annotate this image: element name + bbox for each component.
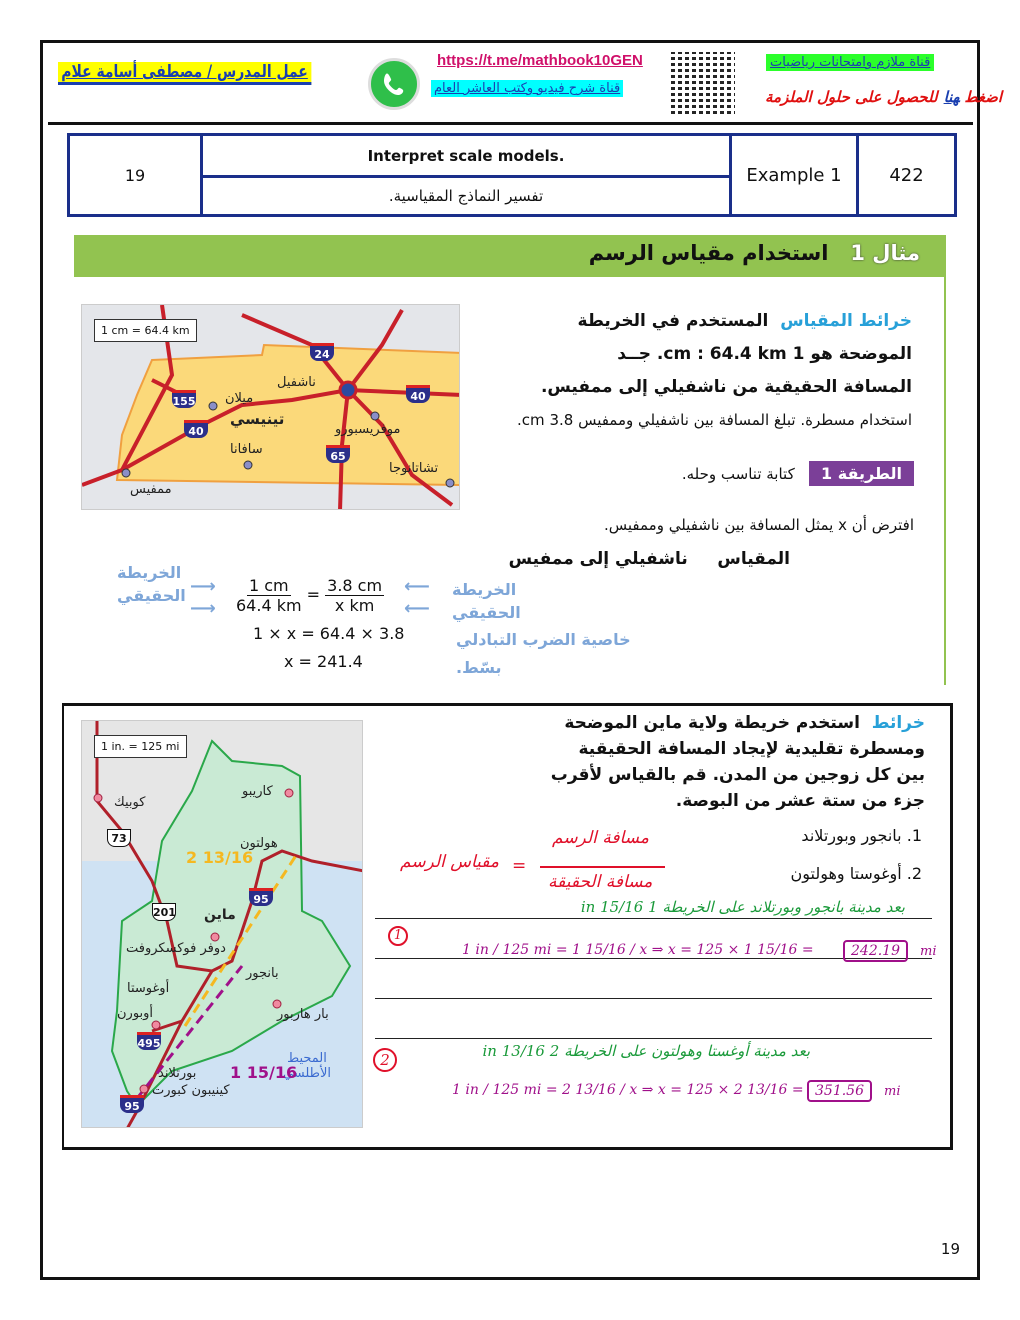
measure-augusta-houlton: 2 13/16 — [186, 848, 254, 867]
hw-real-distance: مسافة الحقيقة — [548, 872, 653, 892]
measure-bangor-portland: 1 15/16 — [230, 1063, 298, 1082]
example-number: مثال 1 — [850, 241, 920, 265]
whatsapp-icon[interactable] — [368, 58, 420, 110]
route-155: 155 — [172, 390, 196, 408]
hw-fraction-bar — [540, 866, 665, 868]
header-divider — [48, 122, 973, 125]
maine-map — [81, 720, 363, 1128]
hw-equals: = — [512, 856, 527, 876]
label-right-map: الخريطة — [452, 580, 517, 599]
video-channel-link[interactable]: قناة شرح فيديو وكتب العاشر العام — [431, 80, 623, 97]
problem-line3: المسافة الحقيقية من ناشفيلي إلى ممفيس. — [540, 377, 912, 397]
tennessee-map — [81, 304, 460, 510]
city-auburn: أوبورن — [117, 1006, 154, 1021]
answer-line — [375, 918, 932, 919]
method-row — [682, 464, 914, 483]
cross-multiply-eq: 1 × x = 64.4 × 3.8 — [253, 624, 405, 643]
hw-unit-1: mi — [920, 944, 937, 959]
hw-equation-1: 1 in / 125 mi = 1 15/16 / x ⇒ x = 125 × 1 15/16 = — [462, 942, 814, 958]
atlantic-ocean-label: المحيط الأطلسي — [282, 1051, 332, 1081]
instr-line3: بين كل زوجين من المدن. قم بالقياس لأقرب — [550, 765, 925, 785]
arrow-left-icon: ⟵ — [404, 576, 430, 597]
state-maine: ماين — [204, 907, 236, 923]
frac2-den: x km — [334, 596, 375, 615]
label-right-real: الحقيقي — [452, 603, 521, 622]
problem-line1: المستخدم في الخريطة — [577, 311, 769, 331]
city-murfreesboro: موفريسبورو — [335, 422, 401, 437]
lesson-info-table — [67, 133, 957, 217]
keyword-maps: خرائط — [871, 713, 925, 733]
route-73: 73 — [107, 829, 131, 847]
route-95-north: 95 — [249, 888, 273, 906]
example1-problem — [492, 305, 912, 437]
city-augusta: أوغوستا — [127, 981, 170, 996]
hw-answer-1: 242.19 — [843, 940, 908, 962]
assume-text: افترض أن x يمثل المسافة بين ناشفيلي وممفيس. — [603, 516, 914, 534]
question-1: 1. بانجور وبورتلاند — [801, 826, 922, 845]
label-left-map: الخريطة — [117, 563, 182, 582]
grade-cell: 19 — [69, 135, 202, 216]
city-kennebunkport: كينيبون كبورت — [152, 1083, 230, 1098]
route-95-south: 95 — [120, 1095, 144, 1113]
hw-note-2: بعد مدينة أوغستا وهولتون على الخريطة 2 13/16 in — [482, 1042, 810, 1060]
proportion-equation: $\frac{1 cm}{64.4 km}$ = $\frac{3.8 cm}{\text{x km}}$ — [236, 576, 383, 615]
page-cell: 422 — [858, 135, 956, 216]
problem-line4: استخدام مسطرة. تبلغ المسافة بين ناشفيلي وممفيس 3.8 cm. — [517, 411, 912, 429]
qr-code-overlay — [671, 52, 735, 114]
frac1-num: 1 cm — [248, 576, 289, 595]
hw-drawing-distance: مسافة الرسم — [552, 828, 649, 848]
instr-line4: جزء من ستة عشر من البوصة. — [675, 791, 925, 811]
arrow-left-icon: ⟵ — [404, 598, 430, 619]
question-2: 2. أوغوستا وهولتون — [790, 864, 922, 883]
instr-line1: استخدم خريطة ولاية ماين الموضحة — [564, 713, 860, 733]
answer-line — [375, 998, 932, 999]
city-milan: ميلان — [225, 391, 254, 406]
answer-line — [375, 1038, 932, 1039]
lesson-title-en: Interpret scale models. — [202, 135, 731, 177]
hw-equation-2: 1 in / 125 mi = 2 13/16 / x ⇒ x = 125 × 2 13/16 = — [452, 1082, 804, 1098]
method-badge: الطريقة 1 — [809, 461, 914, 486]
city-houlton: هولتون — [240, 836, 278, 851]
map1-scale: 1 cm = 64.4 km — [94, 319, 197, 342]
example-cell: Example 1 — [731, 135, 858, 216]
label-left-real: الحقيقي — [117, 586, 186, 605]
route-40-east: 40 — [406, 385, 430, 403]
city-savannah: سافانا — [230, 442, 263, 457]
page-number: 19 — [940, 1240, 960, 1258]
proportion-headings — [509, 549, 790, 569]
route-65: 65 — [326, 445, 350, 463]
col-route: ناشفيلي إلى ممفيس — [508, 549, 688, 569]
arrow-right-icon: ⟶ — [190, 576, 216, 597]
city-caribou: كاريبو — [242, 784, 273, 799]
solutions-link — [765, 88, 1002, 106]
hw-scale-label: مقياس الرسم — [400, 852, 500, 872]
hw-circled-2: 2 — [373, 1048, 397, 1072]
frac2-num: 3.8 cm — [327, 576, 383, 595]
col-scale: المقياس — [717, 549, 790, 569]
city-dover-foxcroft: دوفر فوكسكروفت — [126, 941, 226, 956]
keyword-scale-maps: خرائط المقياس — [780, 311, 912, 331]
method-text: كتابة تناسب وحله. — [681, 465, 795, 483]
example-title: استخدام مقياس الرسم — [588, 241, 829, 265]
city-bar-harbor: بار هاربور — [277, 1007, 329, 1022]
exercise-instructions — [525, 710, 925, 814]
hw-unit-2: mi — [884, 1084, 901, 1099]
lesson-title-ar: تفسير النماذج المقياسية. — [202, 177, 731, 216]
route-495: 495 — [137, 1032, 161, 1050]
frac1-den: 64.4 km — [236, 596, 302, 615]
press-suffix: للحصول على حلول الملزمة — [765, 88, 938, 106]
route-40-west: 40 — [184, 420, 208, 438]
city-memphis: ممفيس — [130, 482, 172, 497]
route-201: 201 — [152, 903, 176, 921]
arrow-right-icon: ⟶ — [190, 598, 216, 619]
teacher-credit: عمل المدرس / مصطفى أسامة علام — [58, 62, 311, 85]
channel-link[interactable]: قناة ملازم وامتحانات رياضيات — [766, 54, 934, 71]
state-tennessee: تينيسي — [230, 410, 285, 428]
result-eq: x = 241.4 — [284, 652, 363, 671]
hw-circled-1: 1 — [388, 926, 408, 946]
city-bangor: بانجور — [246, 966, 279, 981]
note-cross-product: خاصية الضرب التبادلي — [456, 630, 631, 649]
route-24: 24 — [310, 343, 334, 361]
city-nashville: ناشفيل — [277, 375, 316, 390]
map2-scale: 1 in. = 125 mi — [94, 735, 187, 758]
problem-line2: الموضحة هو 1 cm : 64.4 km. جــد — [617, 344, 912, 364]
telegram-link[interactable]: https://t.me/mathbook10GEN — [437, 52, 643, 69]
instr-line2: ومسطرة تقليدية لإيجاد المسافة الحقيقية — [578, 739, 925, 759]
city-portland: بورتلاند — [158, 1066, 197, 1081]
city-quebec: كوبيك — [114, 795, 146, 810]
example-banner — [74, 235, 946, 277]
hw-note-1: بعد مدينة بانجور وبورتلاند على الخريطة 1 15/16 in — [580, 898, 905, 916]
hw-answer-2: 351.56 — [807, 1080, 872, 1102]
note-simplify: بسّط. — [456, 658, 502, 677]
city-chattanooga: تشاتانوجا — [389, 461, 439, 476]
green-side-line — [944, 277, 946, 685]
here-link[interactable]: هنا — [943, 88, 960, 106]
press-prefix: اضغط — [965, 88, 1003, 106]
